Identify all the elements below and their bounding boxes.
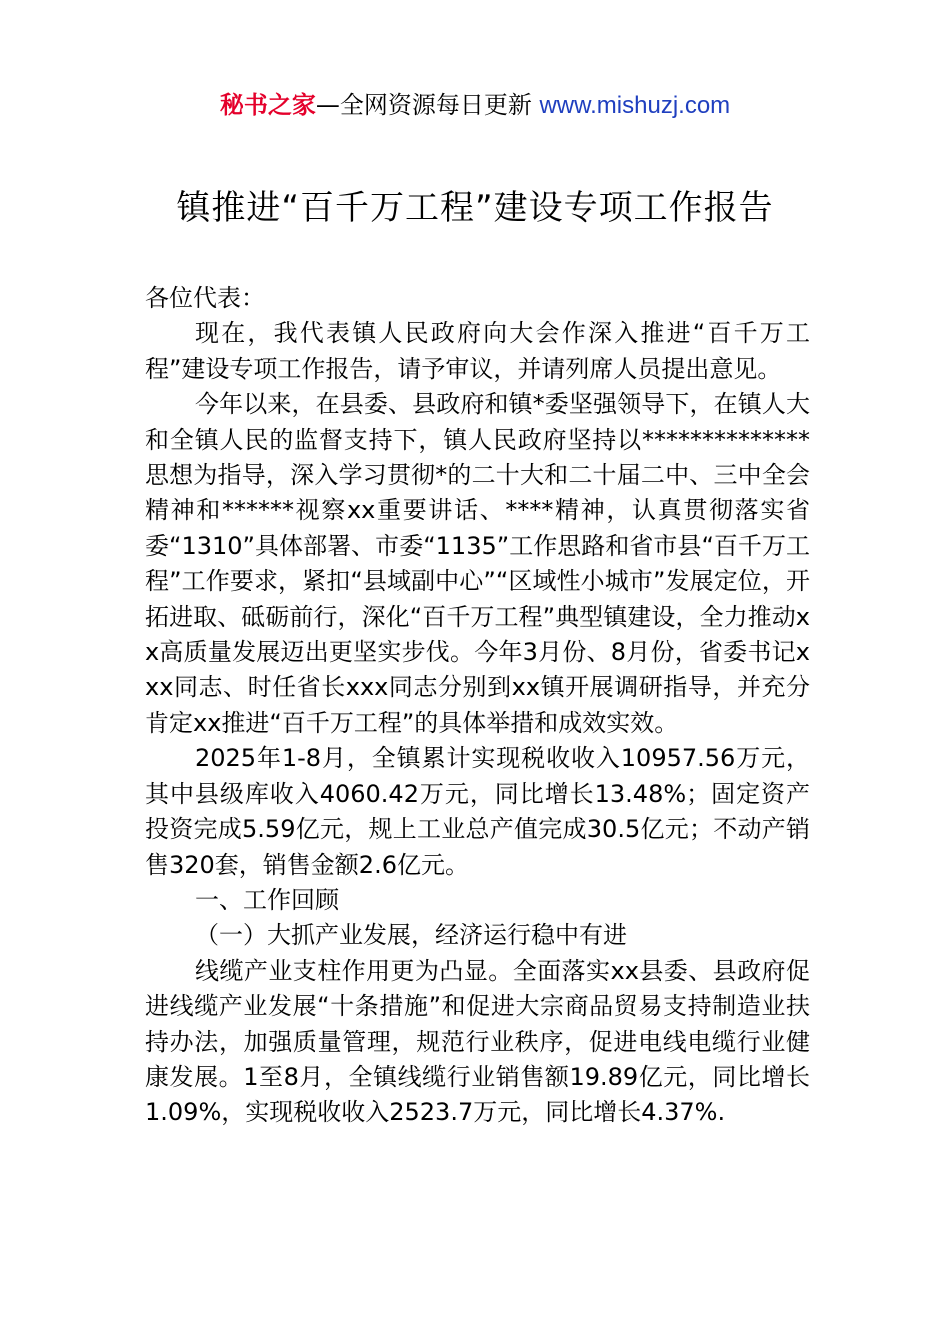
site-url-link[interactable]: www.mishuzj.com [539,92,731,119]
paragraph-statistics: 2025年1-8月，全镇累计实现税收收入10957.56万元，其中县级库收入4060.42万元，同比增长13.48%；固定资产投资完成5.59亿元，规上工业总产值完成30.5亿元；不动产销售320套，销售金额2.6亿元。 [145,744,810,879]
paragraph-intro: 现在，我代表镇人民政府向大会作深入推进“百千万工程”建设专项工作报告，请予审议，并请列席人员提出意见。 [145,319,810,383]
site-tagline: —全网资源每日更新 [315,91,540,119]
section-heading: 一、工作回顾 [195,885,339,914]
paragraph-overview: 今年以来，在县委、县政府和镇*委坚强领导下，在镇人大和全镇人民的监督支持下，镇人民政府坚持以**************思想为指导，深入学习贯彻*的二十大和二十届二中、三中全会精神和******视察xx重要讲话、****精神，认真贯彻落实省委“1310”具体部署、市委“1135”工作思路和省市县“百千万工程”工作要求，紧扣“县域副中心”“区域性小城市”发展定位，开拓进取、砥砺前行，深化“百千万工程”典型镇建设，全力推动xx高质量发展迈出更坚实步伐。今年3月份、8月份，省委书记xxx同志、时任省长xxx同志分别到xx镇开展调研指导，并充分肯定xx推进“百千万工程”的具体举措和成效实效。 [145,390,810,737]
subsection-heading: （一）大抓产业发展，经济运行稳中有进 [195,921,627,950]
document-body [145,281,810,1131]
site-brand: 秘书之家 [219,91,316,119]
salutation: 各位代表： [145,284,265,312]
site-header [0,88,950,123]
paragraph-cable-industry: 线缆产业支柱作用更为凸显。全面落实xx县委、县政府促进线缆产业发展“十条措施”和促进大宗商品贸易支持制造业扶持办法，加强质量管理，规范行业秩序，促进电线电缆行业健康发展。1至8月，全镇线缆行业销售额19.89亿元，同比增长1.09%，实现税收收入2523.7万元，同比增长4.37%. [145,956,810,1127]
document-title: 镇推进“百千万工程”建设专项工作报告 [176,188,774,228]
